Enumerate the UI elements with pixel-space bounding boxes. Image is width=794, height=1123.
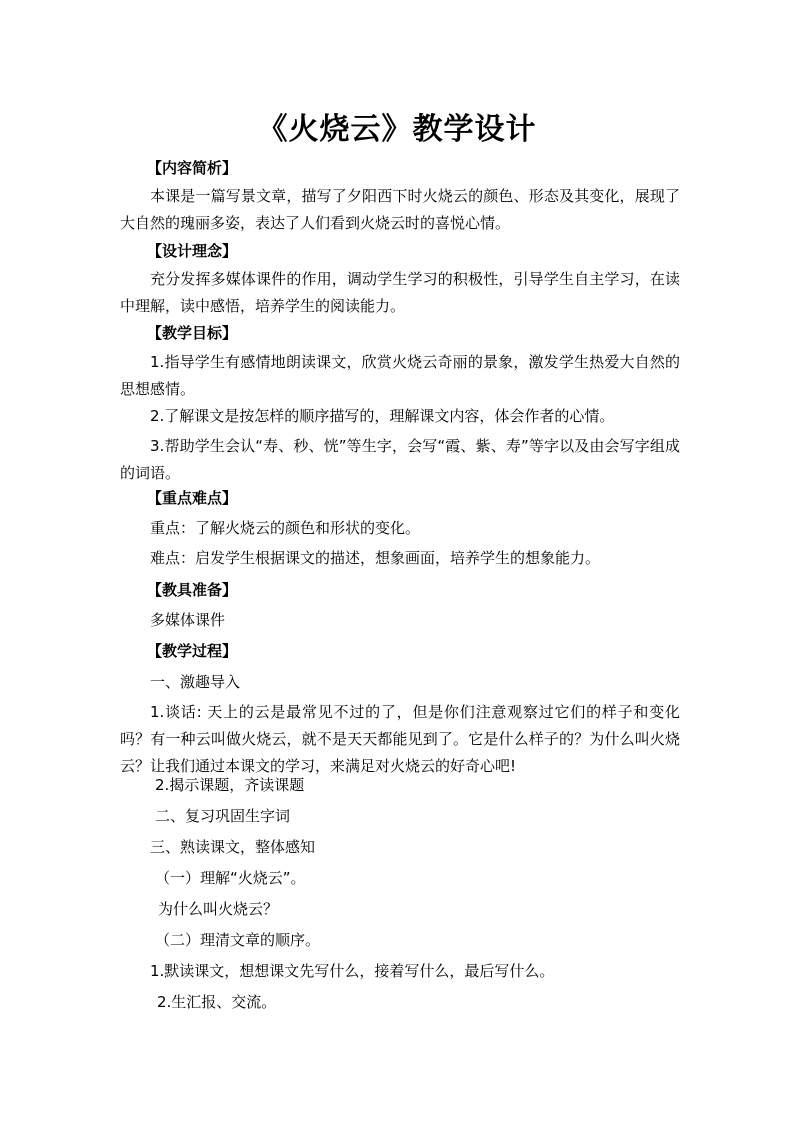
process-step-1-2: 2.揭示课题，齐读课题 bbox=[155, 776, 305, 794]
process-step-1-1: 1.谈话: 天上的云是最常见不过的了，但是你们注意观察过它们的样子和变化吗？有一种云叫做火烧云，就不是天天都能见到了。它是什么样子的？为什么叫火烧云？让我们通过本课文的学习，来满足对火烧云的好奇心吧! bbox=[120, 703, 680, 775]
heading-materials: 【教具准备】 bbox=[147, 581, 238, 599]
paragraph-content-analysis: 本课是一篇写景文章，描写了夕阳西下时火烧云的颜色、形态及其变化，展现了大自然的瑰丽多姿，表达了人们看到火烧云时的喜悦心情。 bbox=[120, 187, 680, 232]
process-step-1: 一、激趣导入 bbox=[150, 673, 241, 691]
goal-item-1: 1.指导学生有感情地朗读课文，欣赏火烧云奇丽的景象，激发学生热爱大自然的思想感情。 bbox=[120, 353, 680, 398]
heading-content-analysis: 【内容简析】 bbox=[147, 159, 238, 177]
process-step-2: 二、复习巩固生字词 bbox=[155, 807, 291, 825]
paragraph-design-concept: 充分发挥多媒体课件的作用，调动学生学习的积极性，引导学生自主学习，在读中理解，读中感悟，培养学生的阅读能力。 bbox=[120, 270, 680, 315]
process-step-3-a: （一）理解“火烧云”。 bbox=[155, 869, 306, 887]
heading-key-points: 【重点难点】 bbox=[147, 489, 238, 507]
heading-teaching-goals: 【教学目标】 bbox=[147, 324, 238, 342]
page-title: 《火烧云》教学设计 bbox=[257, 112, 537, 147]
process-step-3-b: （二）理清文章的顺序。 bbox=[155, 931, 321, 949]
process-step-3-a-question: 为什么叫火烧云？ bbox=[158, 900, 279, 918]
difficult-point-text: 难点：启发学生根据课文的描述，想象画面，培养学生的想象能力。 bbox=[150, 549, 601, 567]
materials-text: 多媒体课件 bbox=[150, 611, 226, 629]
process-step-3-b-1: 1.默读课文，想想课文先写什么，接着写什么，最后写什么。 bbox=[150, 962, 555, 980]
process-step-3: 三、熟读课文，整体感知 bbox=[150, 838, 316, 856]
process-step-3-b-2: 2.生汇报、交流。 bbox=[157, 993, 277, 1011]
key-point-text: 重点：了解火烧云的颜色和形状的变化。 bbox=[150, 519, 421, 537]
heading-process: 【教学过程】 bbox=[147, 642, 238, 660]
heading-design-concept: 【设计理念】 bbox=[147, 242, 238, 260]
goal-item-3: 3.帮助学生会认“寿、秒、恍”等生字，会写“霞、紫、寿”等字以及由会写字组成的词语。 bbox=[120, 437, 680, 482]
goal-item-2: 2.了解课文是按怎样的顺序描写的，理解课文内容，体会作者的心情。 bbox=[150, 407, 615, 425]
